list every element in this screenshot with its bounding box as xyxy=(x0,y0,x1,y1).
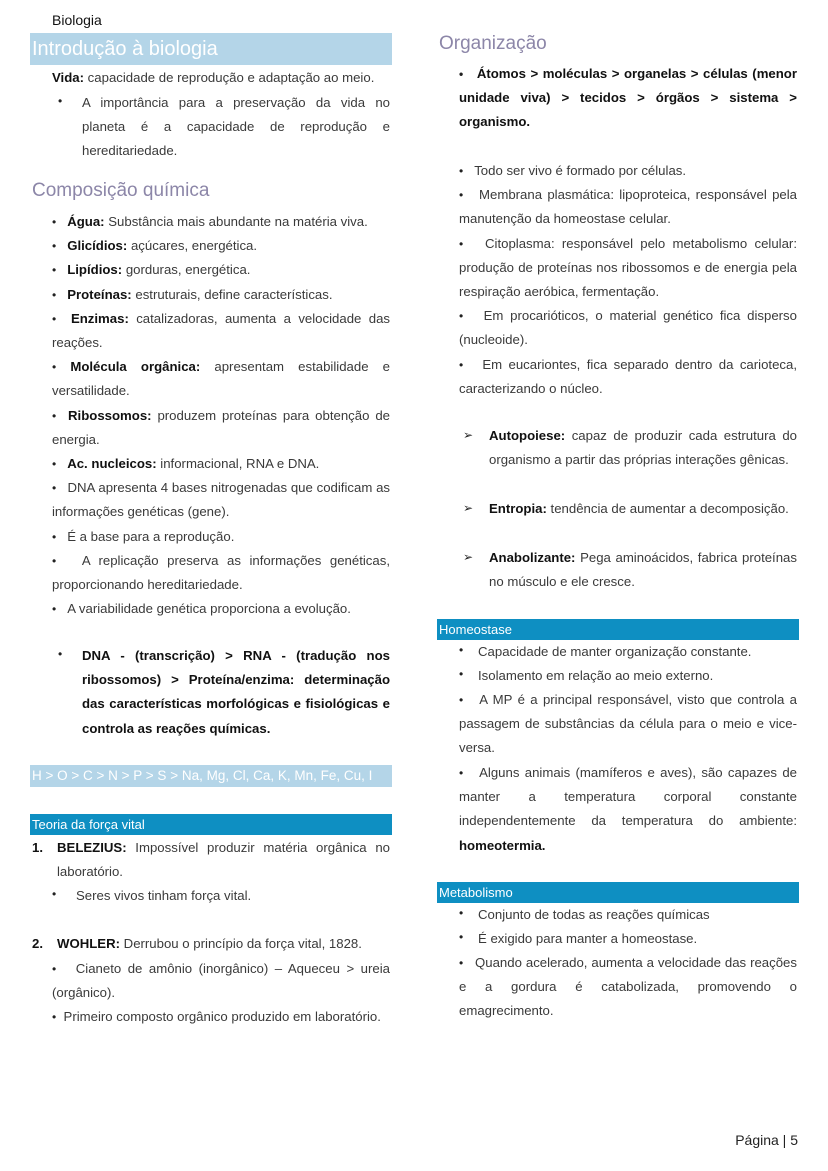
item-text: Em procarióticos, o material genético fica disperso (nucleoide). xyxy=(459,308,797,348)
item-label: WOHLER: xyxy=(57,936,120,951)
item-text: catalizadoras, aumenta a velocidade das reações. xyxy=(52,310,391,351)
item-text: Impossível produzir matéria orgânica no laboratório. xyxy=(57,840,390,880)
wohler-item xyxy=(57,932,390,956)
bullet-icon: • xyxy=(58,94,63,108)
bullet-icon: • xyxy=(52,1010,57,1024)
item-label: BELEZIUS: xyxy=(57,840,127,855)
item-label: Proteínas: xyxy=(67,286,132,302)
list-item xyxy=(52,307,390,355)
bullet-icon: • xyxy=(52,553,57,568)
list-item xyxy=(459,304,797,352)
bullet-icon: • xyxy=(459,236,464,251)
sub-item-text: Primeiro composto orgânico produzido em laboratório. xyxy=(63,1009,381,1024)
list-item xyxy=(52,283,390,307)
list-item xyxy=(52,258,390,282)
bullet-icon: • xyxy=(52,602,57,617)
header-subject: Biologia xyxy=(52,12,102,28)
item-text: produzem proteínas para obtenção de energia. xyxy=(52,407,391,447)
bullet-icon: • xyxy=(52,529,57,544)
concept-label: Autopoiese: xyxy=(489,428,566,443)
section-title-metabolismo: Metabolismo xyxy=(437,882,799,903)
concept-text: Pega aminoácidos, fabrica proteínas no músculo e ele cresce. xyxy=(489,550,797,590)
vida-text: capacidade de reprodução e adaptação ao meio. xyxy=(84,70,375,85)
item-label: Ribossomos: xyxy=(68,407,152,423)
item-text: estruturais, define características. xyxy=(131,286,333,302)
list-item xyxy=(52,597,390,621)
list-item xyxy=(52,525,390,549)
metabolismo-item: Conjunto de todas as reações químicas xyxy=(478,907,710,922)
item-number: 1. xyxy=(32,840,43,855)
concept-label: Anabolizante: xyxy=(489,550,576,565)
item-text: gorduras, energética. xyxy=(122,262,251,278)
hierarchy-text: Átomos > moléculas > organelas > células (menor unidade viva) > tecidos > órgãos > sistema > organismo. xyxy=(459,66,797,130)
item-text: É a base para a reprodução. xyxy=(67,528,235,544)
item-text: A MP é a principal responsável, visto que controla a passagem de substâncias da célula para o meio e vice-versa. xyxy=(459,692,797,756)
item-label: Água: xyxy=(67,214,105,229)
bullet-icon: • xyxy=(52,311,57,326)
bullet-icon: • xyxy=(52,962,57,976)
item-text: Em eucariontes, fica separado dentro da carioteca, caracterizando o núcleo. xyxy=(459,356,797,396)
item-text: açúcares, energética. xyxy=(127,238,258,254)
bullet-icon: • xyxy=(459,956,464,970)
list-item xyxy=(459,159,797,183)
dogma-central: DNA - (transcrição) > RNA - (tradução nos ribossomos) > Proteína/enzima: determinação das características morfológicas e fisiológicas e controla as reações químicas. xyxy=(82,648,390,736)
composicao-list xyxy=(52,210,390,621)
item-label: Molécula orgânica: xyxy=(70,359,201,375)
item-text: Derrubou o princípio da força vital, 1828. xyxy=(120,936,362,951)
bullet-icon: • xyxy=(58,647,63,661)
list-item xyxy=(52,355,390,403)
bullet-icon: • xyxy=(459,667,464,681)
bullet-icon: • xyxy=(459,643,464,657)
concept-text: tendência de aumentar a decomposição. xyxy=(546,501,789,516)
section-title-forca-vital: Teoria da força vital xyxy=(30,814,392,835)
bullet-icon: • xyxy=(459,930,464,944)
concept-text: capaz de produzir cada estrutura do organismo a partir das próprias interações gênicas. xyxy=(489,428,797,468)
item-label: Lipídios: xyxy=(67,262,123,278)
homeostase-item xyxy=(459,688,797,761)
metabolismo-item xyxy=(459,951,797,1024)
bullet-icon: • xyxy=(459,188,464,203)
list-item xyxy=(52,404,390,452)
item-text: Membrana plasmática: lipoproteica, responsável pela manutenção da homeostase celular. xyxy=(459,187,797,227)
list-item xyxy=(52,210,390,234)
section-title-organizacao: Organização xyxy=(439,33,547,54)
item-text: Quando acelerado, aumenta a velocidade das reações e a gordura é catabolizada, promovendo o emagrecimento. xyxy=(459,955,797,1019)
bullet-icon: • xyxy=(52,239,57,254)
arrow-bullet-icon: ➢ xyxy=(463,550,474,564)
bullet-icon: • xyxy=(52,263,57,278)
vida-label: Vida: xyxy=(52,70,85,85)
list-item xyxy=(52,549,390,597)
bullet-icon: • xyxy=(459,357,464,372)
bullet-icon: • xyxy=(459,309,464,324)
arrow-bullet-icon: ➢ xyxy=(463,501,474,515)
concept-anabolizante xyxy=(489,546,797,594)
homeostase-item: Capacidade de manter organização constante. xyxy=(478,644,752,659)
list-item xyxy=(52,452,390,476)
page-number: Página | 5 xyxy=(735,1132,798,1148)
bullet-icon: • xyxy=(459,693,464,707)
bullet-icon: • xyxy=(459,906,464,920)
list-item xyxy=(52,476,390,524)
concept-label: Entropia: xyxy=(489,501,547,516)
item-text: A variabilidade genética proporciona a evolução. xyxy=(67,601,351,617)
section-title-intro: Introdução à biologia xyxy=(30,33,392,65)
section-title-homeostase: Homeostase xyxy=(437,619,799,640)
item-label: Glicídios: xyxy=(67,238,128,254)
list-item xyxy=(459,232,797,305)
item-text: Substância mais abundante na matéria viva. xyxy=(104,214,368,229)
bullet-icon: • xyxy=(459,766,464,780)
item-text: DNA apresenta 4 bases nitrogenadas que codificam as informações genéticas (gene). xyxy=(52,480,391,520)
bullet-icon: • xyxy=(52,360,57,375)
item-number: 2. xyxy=(32,936,43,951)
bullet-icon: • xyxy=(52,481,57,496)
vida-definition xyxy=(52,66,392,90)
metabolismo-item: É exigido para manter a homeostase. xyxy=(478,931,698,946)
homeostase-item xyxy=(459,761,797,858)
sub-item xyxy=(52,1005,390,1029)
item-text: Todo ser vivo é formado por células. xyxy=(474,163,687,178)
item-text: Citoplasma: responsável pelo metabolismo celular: produção de proteínas nos ribossomos e de energia pela respiração aeróbica, fermentação. xyxy=(459,235,797,300)
intro-bullet: A importância para a preservação da vida no planeta é a capacidade de reprodução e hereditariedade. xyxy=(82,95,390,159)
sub-item xyxy=(52,957,390,1005)
list-item xyxy=(459,183,797,231)
list-item xyxy=(52,234,390,258)
concept-entropia xyxy=(489,497,801,521)
arrow-bullet-icon: ➢ xyxy=(463,428,474,442)
elements-band: H > O > C > N > P > S > Na, Mg, Cl, Ca, K, Mn, Fe, Cu, I xyxy=(30,765,392,787)
bullet-icon: • xyxy=(52,887,57,901)
bullet-icon: • xyxy=(52,287,57,302)
sub-item-text: Cianeto de amônio (inorgânico) – Aqueceu > ureia (orgânico). xyxy=(52,961,390,1001)
sub-item: Seres vivos tinham força vital. xyxy=(76,888,252,903)
item-label: Enzimas: xyxy=(70,310,129,326)
organization-hierarchy xyxy=(459,62,797,135)
bullet-icon: • xyxy=(459,164,464,178)
bullet-icon: • xyxy=(52,215,57,229)
list-item xyxy=(459,353,797,401)
item-label: Ac. nucleicos: xyxy=(67,456,157,472)
homeostase-item: Isolamento em relação ao meio externo. xyxy=(478,668,714,683)
homeotermia-term: homeotermia. xyxy=(459,837,546,853)
belezius-item xyxy=(57,836,390,884)
bullet-icon: • xyxy=(52,408,57,423)
organizacao-list xyxy=(459,159,797,401)
section-title-composicao: Composição química xyxy=(32,180,210,201)
bullet-icon: • xyxy=(52,457,57,472)
item-text: A replicação preserva as informações genéticas, proporcionando hereditariedade. xyxy=(52,552,390,593)
item-text: apresentam estabilidade e versatilidade. xyxy=(52,359,391,399)
bullet-icon: • xyxy=(459,67,464,81)
item-text: Alguns animais (mamíferos e aves), são capazes de manter a temperatura corporal constante independentemente da temperatura do ambiente: xyxy=(459,765,797,829)
concept-autopoiese xyxy=(489,424,797,472)
item-text: informacional, RNA e DNA. xyxy=(156,456,320,472)
